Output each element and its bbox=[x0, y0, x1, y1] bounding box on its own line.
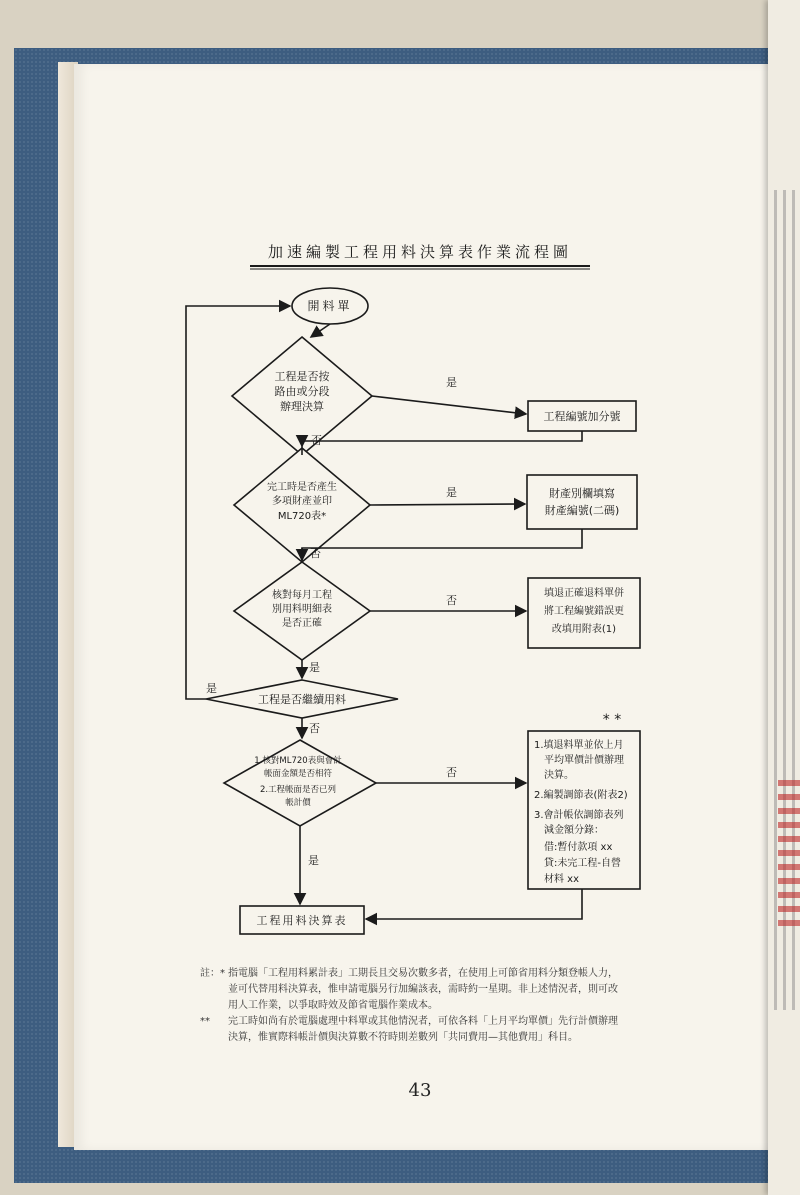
process-month-line-1: 1.填退料單並依上月 bbox=[534, 740, 624, 751]
decision-assets-line-1: 完工時是否產生 bbox=[267, 482, 337, 493]
decision-monthly-line-1: 核對每月工程 bbox=[272, 590, 332, 601]
process-month-line-4: 2.編製調節表(附表2) bbox=[534, 790, 628, 801]
label-no-2: 否 bbox=[310, 547, 321, 560]
label-no-3: 否 bbox=[446, 594, 457, 607]
chart-title: 加速編製工程用料決算表作業流程圖 bbox=[267, 243, 573, 261]
footnotes bbox=[200, 966, 620, 1046]
decision-assets-line-3: ML720表* bbox=[277, 511, 327, 522]
decision-monthly-line-3: 是否正確 bbox=[282, 618, 322, 629]
decision-segment-line-2: 路由或分段 bbox=[274, 385, 330, 398]
footnote-1-mark: 註：* bbox=[200, 968, 225, 979]
label-yes-2: 是 bbox=[446, 486, 457, 499]
end-label: 工程用料決算表 bbox=[256, 914, 348, 927]
decision-monthly-line-2: 別用料明細表 bbox=[272, 604, 332, 615]
footnote-2 bbox=[200, 1014, 620, 1046]
label-yes-5: 是 bbox=[308, 854, 319, 867]
label-yes-3: 是 bbox=[309, 661, 320, 674]
process-month-line-7: 借:暫付款項 xx bbox=[544, 842, 613, 853]
process-asset-code-line-1: 財產別欄填寫 bbox=[549, 487, 615, 500]
process-month-line-8: 貸:未完工程-自營 bbox=[544, 858, 621, 869]
process-month-line-9: 材料 xx bbox=[544, 874, 580, 885]
start-label: 開料單 bbox=[307, 299, 353, 313]
decision-reconcile-line-3: 2.工程帳面是否已列 bbox=[259, 785, 337, 795]
footnote-1-text: 指電腦「工程用料累計表」工期長且交易次數多者，在使用上可節省用料分類登帳人力，並可代替用料決算表，惟申請電腦另行加編該表，需時約一星期。非上述情況者，則可改用人工作業，以爭取時效及節省電腦作業成本。 bbox=[228, 968, 618, 1011]
footnote-2-mark: ** bbox=[200, 1016, 210, 1027]
label-no-5: 否 bbox=[446, 766, 457, 779]
label-yes-1: 是 bbox=[446, 376, 457, 389]
decision-reconcile-line-4: 帳計價 bbox=[285, 798, 311, 808]
process-add-number-label: 工程編號加分號 bbox=[543, 410, 621, 423]
process-return-slip-line-2: 將工程編號錯誤更 bbox=[544, 606, 624, 617]
decision-segment-line-3: 辦理決算 bbox=[280, 400, 324, 413]
process-month-line-3: 決算。 bbox=[544, 770, 574, 781]
process-month-line-2: 平均單價計價辦理 bbox=[544, 755, 624, 766]
page-number: 43 bbox=[408, 1080, 432, 1101]
process-return-slip-line-3: 改填用附表(1) bbox=[551, 624, 617, 635]
decision-segment-line-1: 工程是否按 bbox=[274, 370, 330, 383]
footnote-2-text: 完工時如尚有於電腦處理中料單或其他情況者，可依各料「上月平均單價」先行計價辦理決算，惟實際料帳計價與決算數不符時則差數列「共同費用—其他費用」科目。 bbox=[228, 1016, 618, 1043]
process-asset-code bbox=[527, 475, 637, 529]
label-no-4: 否 bbox=[309, 722, 320, 735]
footnote-1 bbox=[200, 966, 620, 1014]
process-month-line-6: 減金額分錄： bbox=[544, 825, 604, 836]
label-yes-4: 是 bbox=[206, 682, 217, 695]
label-no-1: 否 bbox=[311, 434, 322, 447]
stars: * * bbox=[602, 712, 622, 728]
process-return-slip-line-1: 填退正確退料單併 bbox=[544, 588, 624, 599]
process-month-line-5: 3.會計帳依調節表列 bbox=[534, 810, 624, 821]
decision-continue-label: 工程是否繼續用料 bbox=[258, 693, 346, 706]
decision-reconcile bbox=[224, 740, 376, 826]
decision-reconcile-line-1: 1.核對ML720表與會計 bbox=[254, 756, 342, 766]
decision-reconcile-line-2: 帳面金額是否相符 bbox=[263, 769, 333, 779]
decision-assets-line-2: 多項財產並印 bbox=[272, 496, 332, 507]
process-asset-code-line-2: 財產編號(二碼) bbox=[544, 504, 620, 517]
